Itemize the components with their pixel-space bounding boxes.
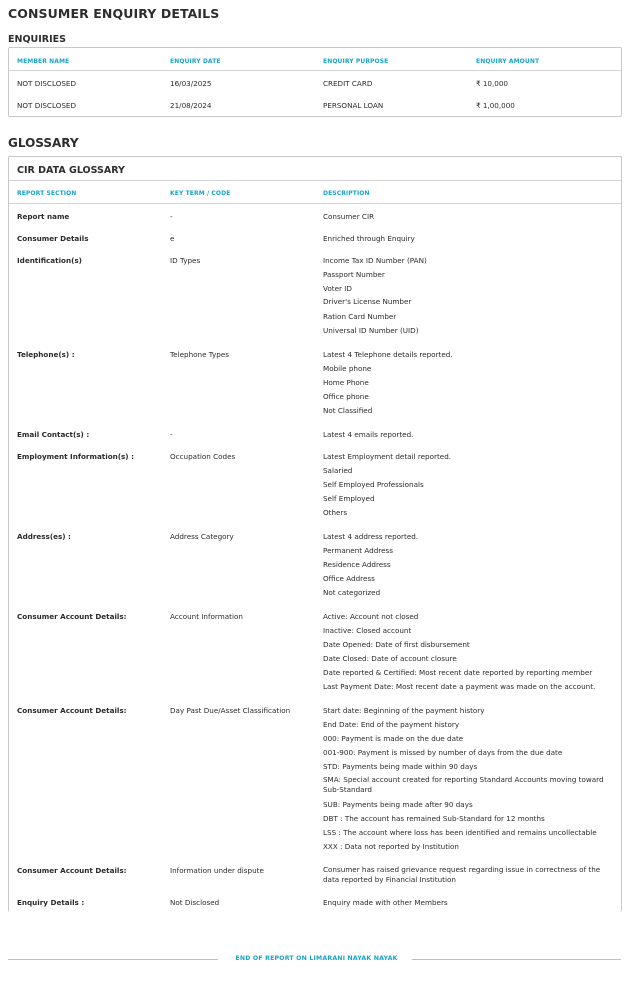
description-line: SUB: Payments being made after 90 days [323,800,473,809]
key-term-cell: Occupation Codes [170,452,236,461]
enquiries-heading: ENQUIRIES [8,34,66,45]
glossary-heading: GLOSSARY [8,136,79,150]
description-line: Office Address [323,574,375,583]
description-line: Last Payment Date: Most recent date a payment was made on the account. [323,682,596,691]
report-section-cell: Report name [17,212,70,221]
description-line: LSS : The account where loss has been identified and remains uncollectable [323,828,597,837]
enquiry-amount-cell: ₹ 10,000 [476,79,509,88]
key-term-cell: Telephone Types [170,350,230,359]
description-line: 001-900: Payment is missed by number of days from the due date [323,748,563,757]
description-line: Not categorized [323,588,381,597]
glossary-box-title: CIR DATA GLOSSARY [17,165,125,176]
description-line: Self Employed Professionals [323,480,424,489]
report-section-cell: Consumer Account Details: [17,612,127,621]
report-section-cell: Telephone(s) : [17,350,75,359]
key-term-cell: - [170,212,173,221]
description-line: Inactive: Closed account [323,626,412,635]
description-line: Latest 4 address reported. [323,532,419,541]
enquiry-amount-cell: ₹ 1,00,000 [476,101,515,110]
end-of-report-footer: END OF REPORT ON LIMARANI NAYAK NAYAK [235,955,398,962]
description-line: Self Employed [323,494,375,503]
enquiry-purpose-cell: CREDIT CARD [323,79,373,88]
member-name-cell: NOT DISCLOSED [17,101,76,110]
report-section-cell: Consumer Account Details: [17,866,127,875]
description-line: Mobile phone [323,364,372,373]
description-line: Passport Number [323,270,385,279]
key-term-cell: e [170,234,175,243]
description-line: Start date: Beginning of the payment history [323,706,485,715]
description-line: Date Closed: Date of account closure [323,654,457,663]
description-line: Universal ID Number (UID) [323,326,419,335]
column-header-enquiry-date: ENQUIRY DATE [170,58,221,65]
enquiry-purpose-cell: PERSONAL LOAN [323,101,384,110]
description-line: SMA: Special account created for reporting Standard Accounts moving toward Sub-Standard [323,775,604,794]
report-section-cell: Email Contact(s) : [17,430,90,439]
description-line: DBT : The account has remained Sub-Standard for 12 months [323,814,545,823]
column-header-enquiry-amount: ENQUIRY AMOUNT [476,58,540,65]
key-term-cell: ID Types [170,256,201,265]
description-line: Ration Card Number [323,312,397,321]
key-term-cell: Account Information [170,612,243,621]
description-line: Office phone [323,392,369,401]
description-line: Others [323,508,348,517]
description-line: Latest 4 emails reported. [323,430,414,439]
key-term-cell: Not Disclosed [170,898,220,907]
description-line: Active: Account not closed [323,612,419,621]
description-line: Latest Employment detail reported. [323,452,452,461]
description-line: STD: Payments being made within 90 days [323,762,478,771]
enquiries-table [8,47,622,117]
key-term-cell: Day Past Due/Asset Classification [170,706,291,715]
description-line: Income Tax ID Number (PAN) [323,256,427,265]
description-line: Consumer has raised grievance request regarding issue in correctness of the data reported by Financial Institution [323,865,601,884]
description-line: Date reported & Certified: Most recent date reported by reporting member [323,668,593,677]
description-line: Voter ID [323,284,352,293]
report-section-cell: Enquiry Details : [17,898,85,907]
column-header-report-section: REPORT SECTION [17,190,77,197]
divider [9,203,621,204]
key-term-cell: Information under dispute [170,866,264,875]
description-line: Date Opened: Date of first disbursement [323,640,470,649]
report-section-cell: Address(es) : [17,532,71,541]
report-section-cell: Identification(s) [17,256,82,265]
description-line: 000: Payment is made on the due date [323,734,464,743]
report-section-cell: Employment Information(s) : [17,452,134,461]
column-header-member-name: MEMBER NAME [17,58,70,65]
column-header-key-term: KEY TERM / CODE [170,190,231,197]
member-name-cell: NOT DISCLOSED [17,79,76,88]
description-line: Home Phone [323,378,369,387]
description-line: Driver's License Number [323,297,412,306]
key-term-cell: Address Category [170,532,234,541]
enquiry-date-cell: 21/08/2024 [170,101,212,110]
column-header-enquiry-purpose: ENQUIRY PURPOSE [323,58,389,65]
description-line: Residence Address [323,560,391,569]
divider [9,180,621,181]
description-line: Consumer CIR [323,212,375,221]
column-header-description: DESCRIPTION [323,190,370,197]
description-line: End Date: End of the payment history [323,720,460,729]
page-title: CONSUMER ENQUIRY DETAILS [8,6,220,21]
description-line: Enriched through Enquiry [323,234,415,243]
divider [9,70,621,71]
description-line: Permanent Address [323,546,393,555]
description-line: Salaried [323,466,353,475]
enquiry-date-cell: 16/03/2025 [170,79,212,88]
description-line: Latest 4 Telephone details reported. [323,350,453,359]
report-section-cell: Consumer Account Details: [17,706,127,715]
report-section-cell: Consumer Details [17,234,89,243]
glossary-table [8,156,622,912]
description-line: Not Classified [323,406,373,415]
description-line: Enquiry made with other Members [323,898,448,907]
key-term-cell: - [170,430,173,439]
description-line: XXX : Data not reported by Institution [323,842,459,851]
